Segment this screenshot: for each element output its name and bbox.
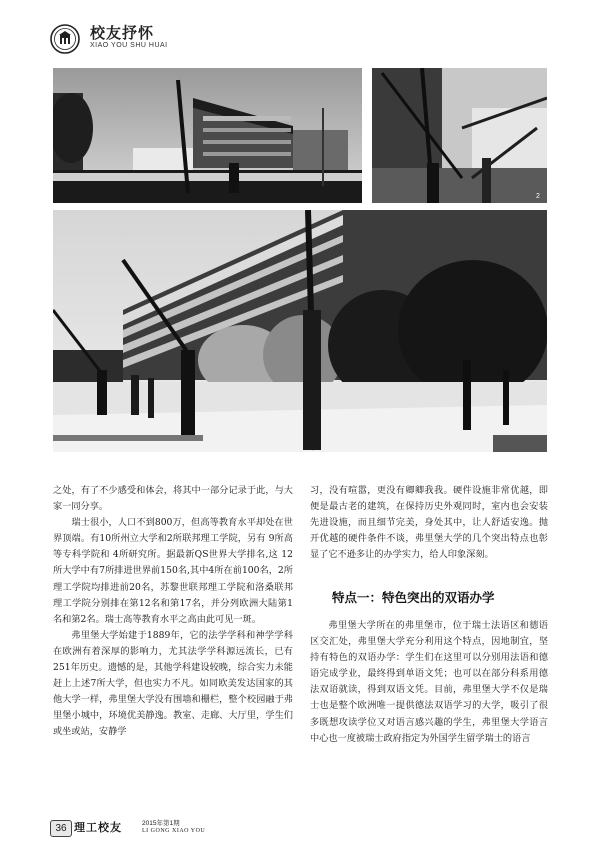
photo-steel-structure (372, 68, 547, 203)
left-text-column (53, 483, 293, 741)
paragraph: 习，没有喧嚣，更没有卿卿我我。硬件设施非常优越，即便是最古老的建筑，在保持历史外观同时，室内也会安装先进设施，而且细节完美，身处其中，让人舒适安逸。抛开优越的硬件条件不谈，弗里堡大学的几个突出特点也彰显了它不逊多让的办学实力，给人印象深刻。 (310, 485, 548, 561)
university-seal-icon (50, 24, 80, 54)
issue-label: 2015年第1期 (142, 820, 180, 827)
journal-pinyin: LI GONG XIAO YOU (142, 828, 206, 834)
page-number: 36 (50, 820, 72, 837)
photo-campus-courtyard (53, 210, 547, 452)
section-heading: 特点一：特色突出的双语办学 (332, 590, 495, 605)
right-text-column-bottom (310, 618, 548, 747)
paragraph: 弗里堡大学始建于1889年，它的法学学科和神学学科在欧洲有着深厚的影响力，尤其法学学科源远流长，已有251年历史。遗憾的是，其他学科建设较晚，综合实力未能赶上上述7所大学，但也实力不凡。如同欧美发达国家的其他大学一样，弗里堡大学没有围墙和栅栏，整个校园融于弗里堡小城中，环境优美静逸。教室、走廊、大厅里，学生们或坐或站，安静学 (53, 629, 293, 738)
journal-name: 理工校友 (74, 821, 122, 834)
paragraph: 之处，有了不少感受和体会，将其中一部分记录于此，与大家一同分享。 (53, 485, 293, 513)
paragraph: 弗里堡大学所在的弗里堡市，位于瑞士法语区和德语区交汇处，弗里堡大学充分利用这个特点，因地制宜，坚持有特色的双语办学：学生们在这里可以分别用法语和德语完成学业，最终得到单语文凭；也可以在部分科系用德法双语就读，得到双语文凭。目前，弗里堡大学不仅是瑞士也是整个欧洲唯一提供德法双语学习的大学，吸引了很多既想攻读学位又对语言感兴趣的学生，弗里堡大学语言中心也一度被瑞士政府指定为外国学生留学瑞士的语言 (310, 620, 548, 744)
photo-caption: 2 (536, 193, 540, 200)
right-text-column-top (310, 483, 548, 563)
paragraph: 瑞士很小，人口不到800万，但高等教育水平却处在世界顶端。有10所州立大学和2所联邦理工学院，另有 9所高等专科学院和 4所研究所。据最新QS世界大学排名,这 12所大学中有7所排进世界前150名,其中4所在前100名，2所理工学院均排进前20名，苏黎世联邦理工学院和洛桑联邦理工学院分别排在第12名和第17名，并分列欧洲大陆第1名和第2名。瑞士高等教育水平之高由此可见一斑。 (53, 517, 293, 625)
section-title: 校友抒怀 (90, 24, 155, 42)
section-subtitle: XIAO YOU SHU HUAI (90, 42, 168, 49)
photo-campus-building (53, 68, 362, 203)
